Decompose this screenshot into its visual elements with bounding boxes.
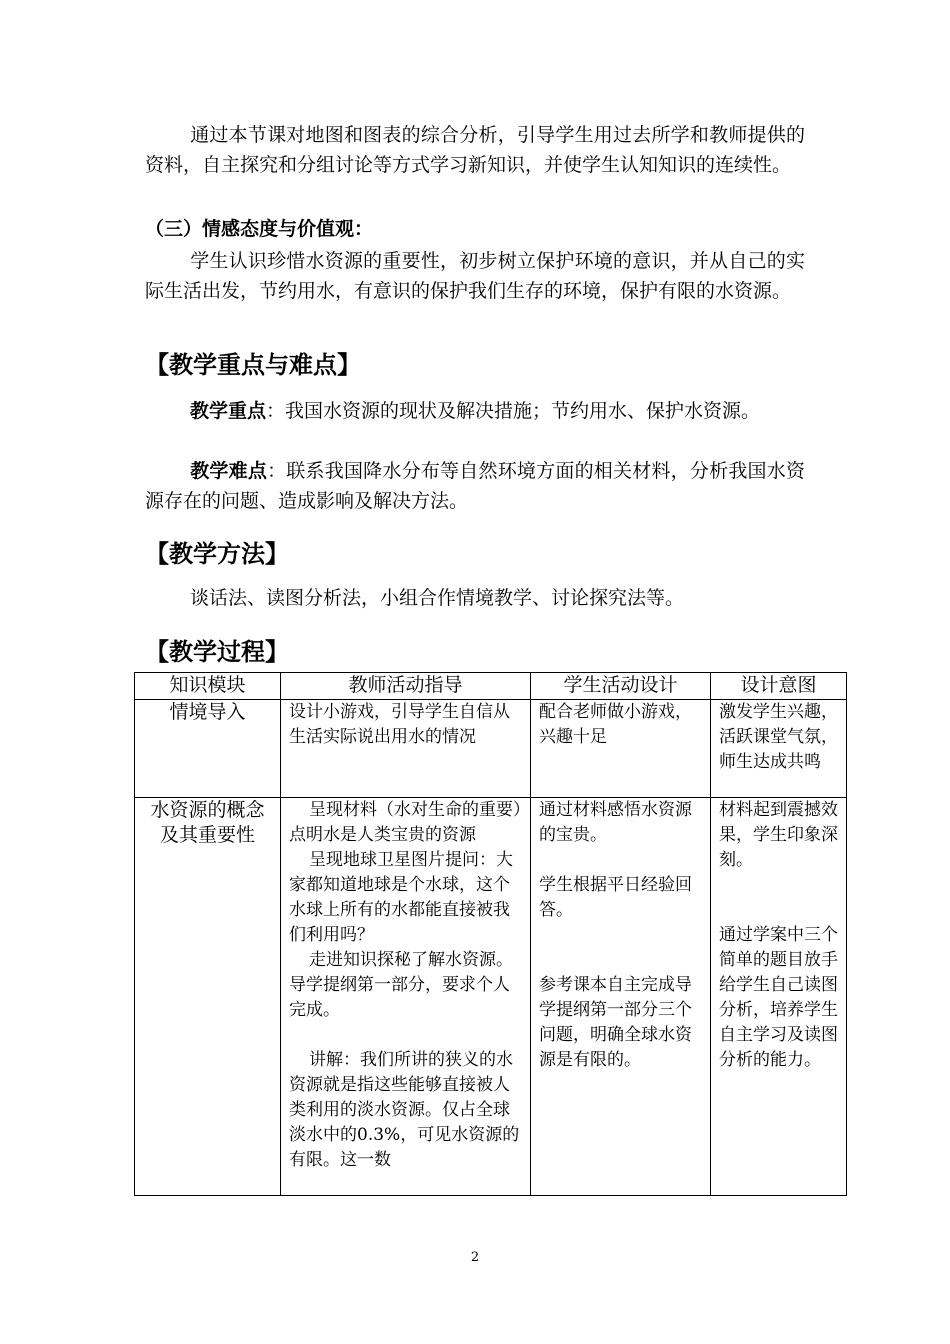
emotion-paragraph: 学生认识珍惜水资源的重要性，初步树立保护环境的意识，并从自己的实际生活出发，节约用水，有意识的保护我们生存的环境，保护有限的水资源。 <box>145 250 805 302</box>
module-cell: 情境导入 <box>135 700 281 798</box>
column-header: 设计意图 <box>711 673 847 700</box>
table-row <box>135 700 847 798</box>
methods-paragraph: 谈话法、读图分析法，小组合作情境教学、讨论探究法等。 <box>190 587 685 609</box>
teacher-cell: 呈现材料（水对生命的重要）点明水是人类宝贵的资源 呈现地球卫星图片提问：大家都知道地球是个水球，这个水球上所有的水都能直接被我们利用吗？ 走进知识探秘了解水资源。导学提纲第一部分，要求个人完成。 讲解：我们所讲的狭义的水资源就是指这些能够直接被人类利用的淡水资源。仅占全球淡水中的0.3%，可见水资源的有限。这一数 <box>281 798 531 1196</box>
method-paragraph: 通过本节课对地图和图表的综合分析，引导学生用过去所学和教师提供的资料，自主探究和分组讨论等方式学习新知识，并使学生认知知识的连续性。 <box>145 124 805 176</box>
page-number: 2 <box>470 1250 480 1265</box>
difficulty-label: 教学难点 <box>190 460 268 482</box>
key-points-heading: 【教学重点与难点】 <box>145 351 361 379</box>
table-row <box>135 798 847 1196</box>
module-cell: 水资源的概念及其重要性 <box>135 798 281 1196</box>
student-cell: 配合老师做小游戏，兴趣十足 <box>531 700 711 798</box>
process-table <box>134 672 847 1196</box>
process-heading: 【教学过程】 <box>145 638 289 666</box>
intent-cell: 激发学生兴趣，活跃课堂气氛，师生达成共鸣 <box>711 700 847 798</box>
focus-label: 教学重点 <box>190 400 267 422</box>
student-cell: 通过材料感悟水资源的宝贵。 学生根据平日经验回答。 参考课本自主完成导学提纲第一部分三个问题，明确全球水资源是有限的。 <box>531 798 711 1196</box>
teacher-cell: 设计小游戏，引导学生自信从生活实际说出用水的情况 <box>281 700 531 798</box>
column-header: 教师活动指导 <box>281 673 531 700</box>
difficulty-paragraph: 教学难点：联系我国降水分布等自然环境方面的相关材料，分析我国水资源存在的问题、造成影响及解决方法。 <box>145 460 805 512</box>
methods-heading: 【教学方法】 <box>145 540 289 568</box>
intent-cell: 材料起到震撼效果，学生印象深刻。 通过学案中三个简单的题目放手给学生自己读图分析，培养学生自主学习及读图分析的能力。 <box>711 798 847 1196</box>
column-header: 学生活动设计 <box>531 673 711 700</box>
focus-paragraph: 教学重点：我国水资源的现状及解决措施；节约用水、保护水资源。 <box>190 400 761 422</box>
column-header: 知识模块 <box>135 673 281 700</box>
emotion-heading: （三）情感态度与价值观： <box>145 218 374 240</box>
table-header-row <box>135 673 847 700</box>
